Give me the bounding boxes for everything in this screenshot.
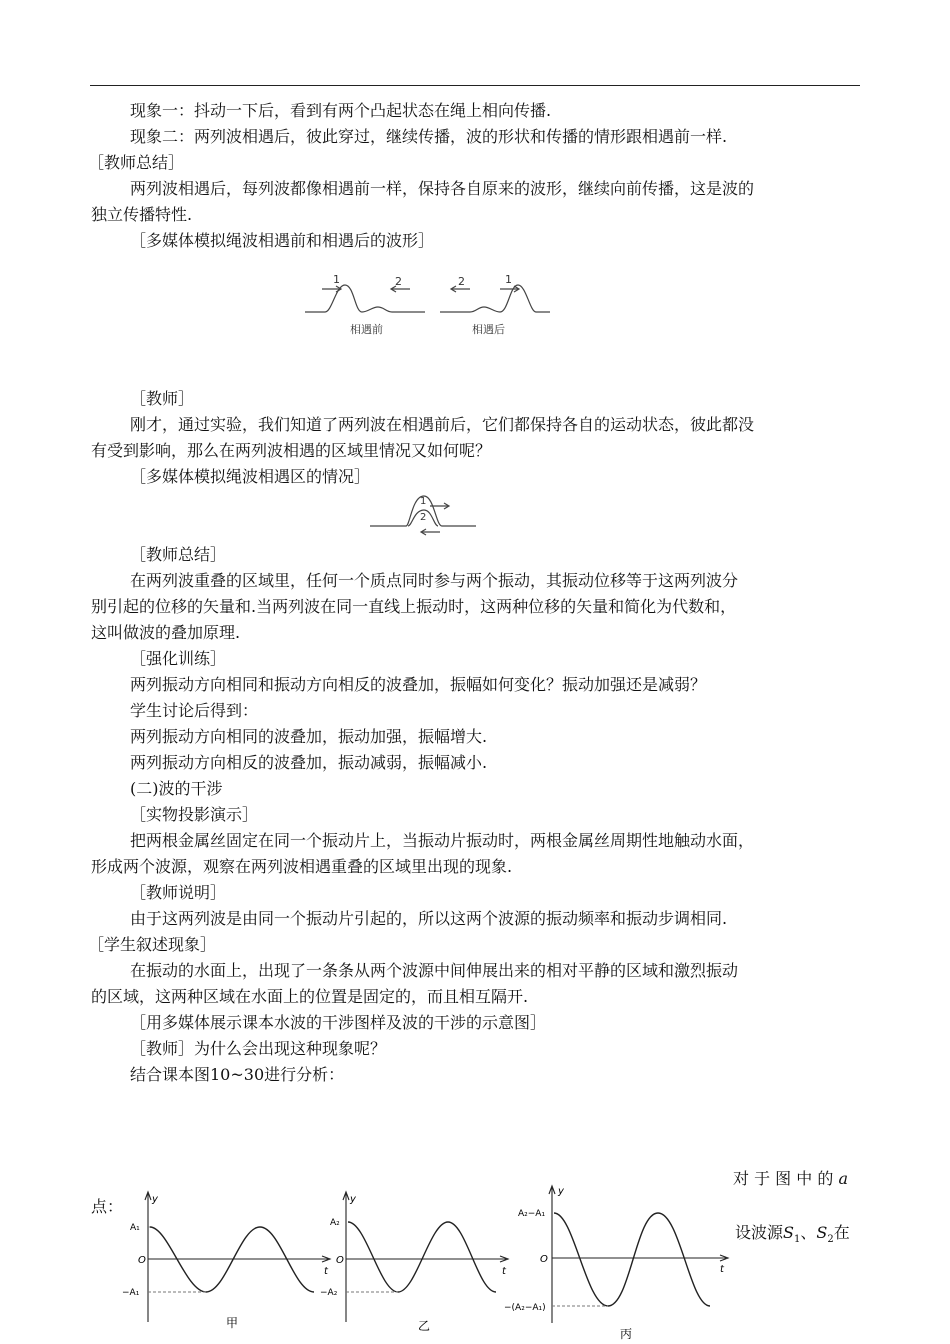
paragraph-line: 形成两个波源，观察在两列波相遇重叠的区域里出现的现象. [91, 857, 513, 876]
paragraph-line: 两列振动方向相同的波叠加，振动加强，振幅增大. [130, 727, 488, 746]
y-axis-label: y [558, 1186, 564, 1197]
paragraph-line: 在振动的水面上，出现了一条条从两个波源中间伸展出来的相对平静的区域和激烈振动 [130, 961, 739, 980]
side-text-right-1: 对 于 图 中 的 a [733, 1169, 848, 1188]
section-tag: ［多媒体模拟绳波相遇区的情况］ [130, 467, 371, 486]
paragraph-line: ［教师］为什么会出现这种现象呢？ [130, 1039, 387, 1058]
paragraph-line: 两列振动方向相同和振动方向相反的波叠加，振幅如何变化？振动加强还是减弱？ [130, 675, 707, 694]
amplitude-bottom-label: −A₁ [122, 1288, 140, 1298]
graph-bing [500, 1178, 730, 1342]
graph-caption: 丙 [620, 1327, 633, 1341]
paragraph-line: 的区域，这两种区域在水面上的位置是固定的，而且相互隔开. [91, 987, 529, 1006]
overlap-label-1: 1 [420, 496, 427, 507]
paragraph-line: 有受到影响，那么在两列波相遇的区域里情况又如何呢？ [91, 441, 492, 460]
wave-label-1: 1 [333, 273, 340, 286]
amplitude-bottom-label: −(A₂−A₁) [504, 1303, 546, 1313]
paragraph-line: 学生讨论后得到： [130, 701, 259, 720]
t-axis-label: t [324, 1266, 328, 1277]
origin-label: O [138, 1255, 146, 1266]
before-caption: 相遇前 [350, 323, 383, 336]
sine-curve [348, 1222, 496, 1292]
paragraph-line: 独立传播特性. [91, 205, 193, 224]
section-tag: ［用多媒体展示课本水波的干涉图样及波的干涉的示意图］ [130, 1013, 547, 1032]
section-tag: ［学生叙述现象］ [88, 935, 217, 954]
paragraph-line: 这叫做波的叠加原理. [91, 623, 241, 642]
header-rule [90, 85, 860, 86]
y-axis-label: y [350, 1194, 356, 1205]
graph-jia [118, 1182, 348, 1332]
origin-label: O [540, 1254, 548, 1265]
section-tag: ［教师总结］ [130, 545, 227, 564]
after-caption: 相遇后 [472, 323, 505, 336]
section-tag: ［教师］ [130, 389, 195, 408]
graph-caption: 甲 [226, 1316, 239, 1330]
section-tag: ［强化训练］ [130, 649, 227, 668]
y-axis-label: y [152, 1194, 158, 1205]
amplitude-top-label: A₂−A₁ [518, 1209, 546, 1219]
section-heading: (二)波的干涉 [130, 779, 223, 798]
rope-wave-figure [300, 265, 560, 345]
amplitude-bottom-label: −A₂ [320, 1288, 338, 1298]
amplitude-top-label: A₁ [130, 1223, 140, 1233]
overlap-wave-figure [368, 488, 480, 538]
paragraph-line: 两列波相遇后，每列波都像相遇前一样，保持各自原来的波形，继续向前传播，这是波的 [130, 179, 755, 198]
side-text-right-2: 设波源$S_1$、$S_2$在 [735, 1223, 850, 1246]
overlap-label-2: 2 [420, 512, 427, 523]
section-tag: ［教师说明］ [130, 883, 227, 902]
wave-label-1: 1 [505, 273, 512, 286]
section-tag: ［教师总结］ [88, 153, 185, 172]
before-meeting-wave [305, 285, 425, 312]
paragraph-line: 在两列波重叠的区域里，任何一个质点同时参与两个振动，其振动位移等于这两列波分 [130, 571, 739, 590]
side-text-left: 点： [91, 1197, 124, 1216]
t-axis-label: t [720, 1264, 724, 1275]
paragraph-line: 现象二：两列波相遇后，彼此穿过，继续传播，波的形状和传播的情形跟相遇前一样. [130, 127, 728, 146]
section-tag: ［实物投影演示］ [130, 805, 259, 824]
wave-label-2: 2 [395, 275, 402, 288]
paragraph-line: 把两根金属丝固定在同一个振动片上，当振动片振动时，两根金属丝周期性地触动水面， [130, 831, 755, 850]
paragraph-line: 两列振动方向相反的波叠加，振动减弱，振幅减小. [130, 753, 488, 772]
section-tag: ［多媒体模拟绳波相遇前和相遇后的波形］ [130, 231, 435, 250]
paragraph-line: 刚才，通过实验，我们知道了两列波在相遇前后，它们都保持各自的运动状态，彼此都没 [130, 415, 755, 434]
paragraph-line: 别引起的位移的矢量和.当两列波在同一直线上振动时，这两种位移的矢量和简化为代数和， [91, 597, 737, 616]
paragraph-line: 由于这两列波是由同一个振动片引起的，所以这两个波源的振动频率和振动步调相同. [130, 909, 728, 928]
wave-label-2: 2 [458, 275, 465, 288]
paragraph-line: 结合课本图10~30进行分析： [130, 1065, 345, 1084]
graph-caption: 乙 [418, 1319, 431, 1333]
graph-yi [318, 1182, 528, 1342]
t-axis-label: t [502, 1266, 506, 1277]
paragraph-line: 现象一：抖动一下后，看到有两个凸起状态在绳上相向传播. [130, 101, 552, 120]
after-meeting-wave [440, 285, 550, 312]
origin-label: O [336, 1255, 344, 1266]
amplitude-top-label: A₂ [330, 1218, 340, 1228]
sine-curve [554, 1213, 710, 1306]
